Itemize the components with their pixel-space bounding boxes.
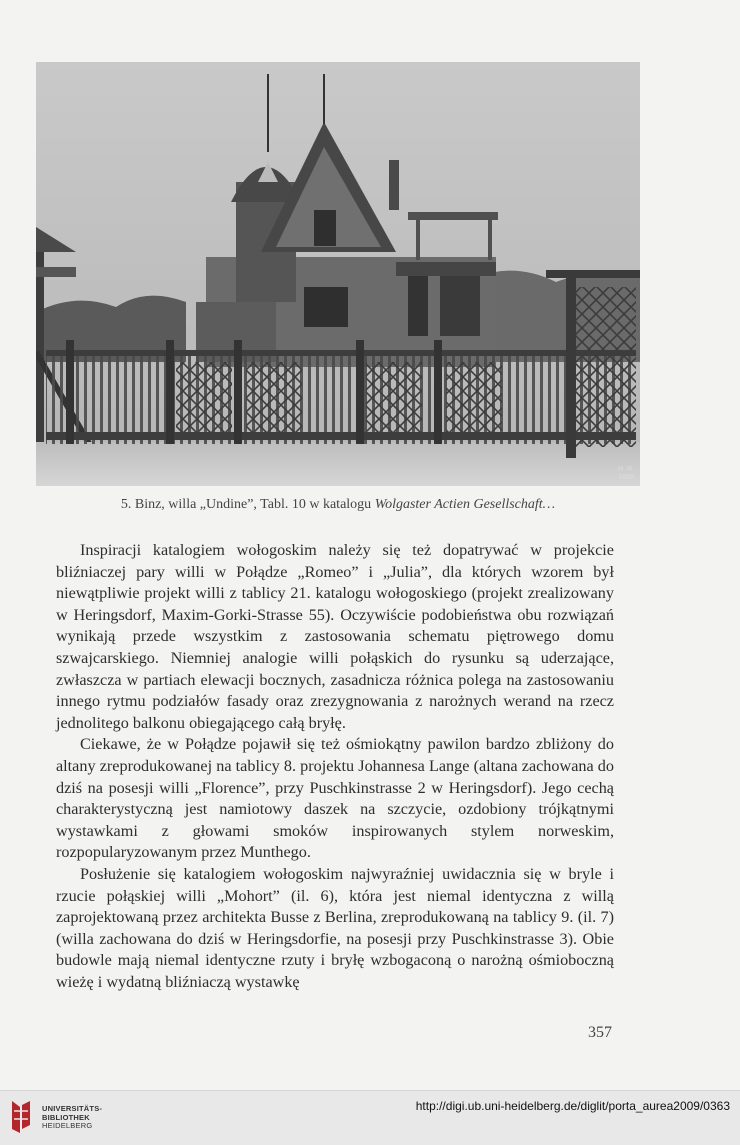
villa-illustration xyxy=(36,62,640,486)
permalink-url[interactable]: http://digi.ub.uni-heidelberg.de/diglit/porta_aurea2009/0363 xyxy=(415,1099,730,1113)
logo-line-1: UNIVERSITÄTS- xyxy=(42,1104,103,1113)
logo-line-3: HEIDELBERG xyxy=(42,1121,93,1130)
photo-monogram-line2: 1888 xyxy=(618,474,634,481)
figure-caption xyxy=(36,497,640,513)
page-number: 357 xyxy=(588,1024,612,1041)
paragraph-3: Posłużenie się katalogiem wołogoskim najwyraźniej uwidacznia się w bryle i rzucie połąskiej willi „Mohort” (il. 6), która jest niemal identyczna z willą zaprojektowaną przez architekta Busse z Berlina, zreprodukowaną na tablicy 9. (il. 7) (willa zachowana do dziś w Heringsdorfie, na posesji przy Puschkinstrasse 3). Obie budowle mają niemal identyczne rzuty i bryłę wzbogaconą o narożną ośmioboczną wieżę i wydatną bliźniaczą wystawkę xyxy=(56,864,614,991)
viewer-footer xyxy=(0,1090,740,1145)
paragraph-1: Inspiracji katalogiem wołogoskim należy się też dopatrywać w projekcie bliźniaczej pary willi w Połądze „Romeo” i „Julia”, dla których wzorem był niewątpliwie projekt willi z tablicy 21. katalogu wołogoskiego (projekt zrealizowany w Heringsdorf, Maxim-Gorki-Strasse 55). Oczywiście podobieństwa obu rozwiązań wynikają przede wszystkim z zastosowania schematu piętrowego domu szwajcarskiego. Niemniej analogie willi połąskich do rysunku są uderzające, zwłaszcza w partiach elewacji bocznych, zasadnicza różnica polega na zastosowaniu innego rytmu podziałów fasady oraz zrezygnowania z narożnych werand na rzecz jednolitego balkonu obiegającego całą bryłę. xyxy=(56,541,614,732)
body-text xyxy=(56,540,614,993)
photo-monogram-line1: H. R. xyxy=(618,466,634,473)
villa-photograph xyxy=(36,62,640,486)
logo-line-2: BIBLIOTHEK xyxy=(42,1112,90,1122)
photo-monogram xyxy=(618,466,634,482)
library-logo-icon[interactable] xyxy=(8,1099,34,1135)
caption-text: 5. Binz, willa „Undine”, Tabl. 10 w katalogu xyxy=(120,497,375,512)
library-logo-text[interactable] xyxy=(42,1105,102,1131)
caption-italic: Wolgaster Actien Gesellschaft… xyxy=(374,497,556,512)
paragraph-2: Ciekawe, że w Połądze pojawił się też ośmiokątny pawilon bardzo zbliżony do altany zreprodukowanej na tablicy 8. projektu Johannesa Lange (altana zachowana do dziś na posesji willi „Florence”, przy Puschkinstrasse 2 w Heringsdorf). Jego cechą charakterystyczną jest namiotowy daszek na szczycie, ozdobiony trójkątnymi wystawkami z głowami smoków inspirowanych stylem norweskim, rozpopularyzowanym przez Munthego. xyxy=(56,735,614,862)
